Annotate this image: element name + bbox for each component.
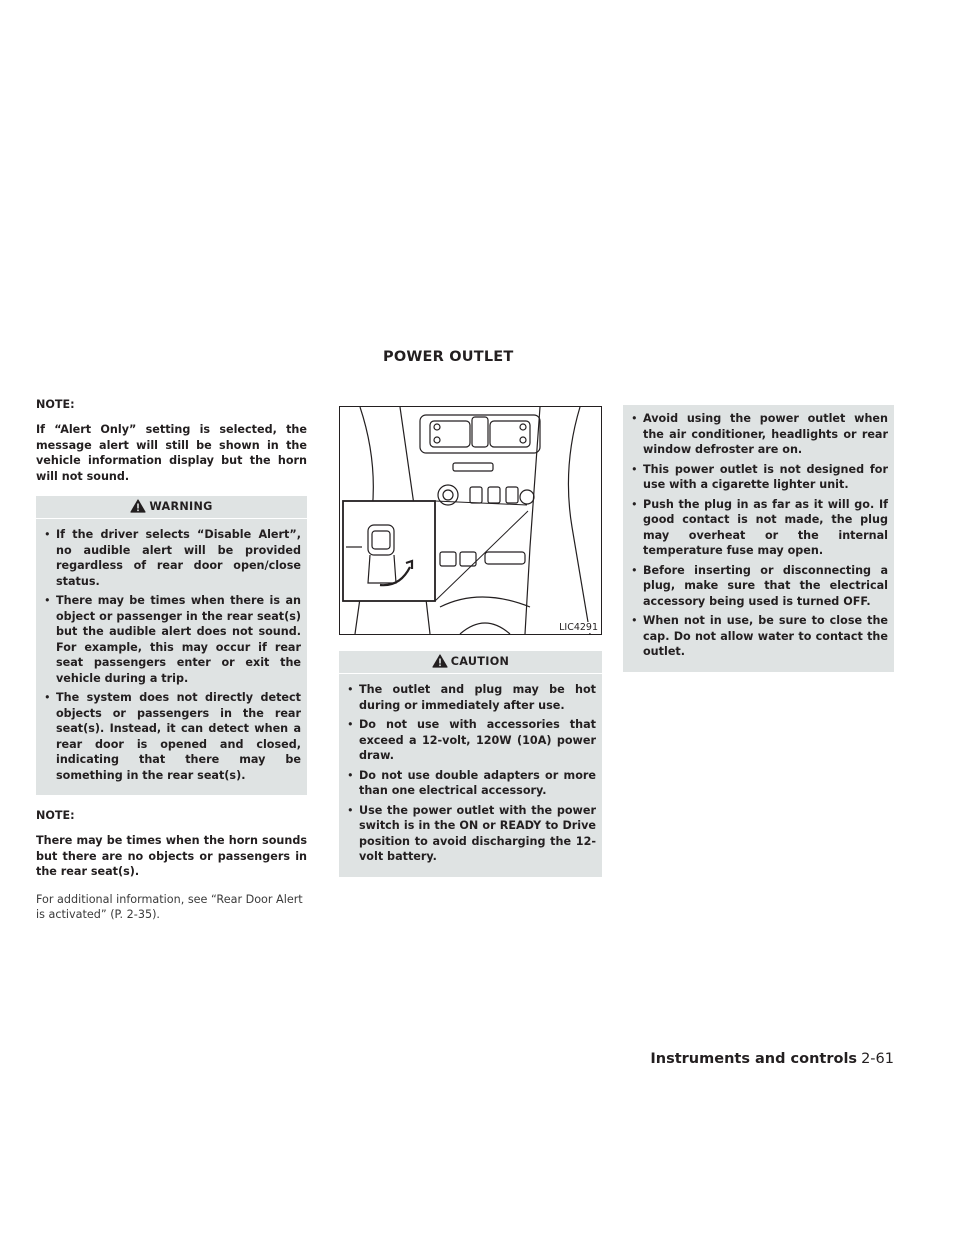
warning-triangle-icon	[130, 499, 146, 521]
caution-item: • This power outlet is not designed for use with a cigarette lighter unit.	[629, 462, 888, 493]
page-footer	[650, 1051, 894, 1067]
warning-box	[36, 496, 307, 795]
caution-item: • Before inserting or disconnecting a plug, make sure that the electrical accessory being used is turned OFF.	[629, 563, 888, 610]
figure-code: LIC4291	[559, 622, 598, 633]
caution-box	[339, 651, 602, 877]
caution-item: • Push the plug in as far as it will go. If good contact is not made, the plug may overheat or the internal temperature fuse may open.	[629, 497, 888, 559]
caution-title: CAUTION	[450, 655, 510, 668]
footer-section-title: Instruments and controls	[650, 1051, 858, 1067]
caution-item: • Do not use with accessories that exceed a 12-volt, 120W (10A) power draw.	[345, 717, 596, 764]
caution-title-bar	[339, 651, 602, 674]
column-left	[36, 398, 307, 923]
note-label: NOTE:	[36, 398, 75, 411]
caution-item: • When not in use, be sure to close the cap. Do not allow water to contact the outlet.	[629, 613, 888, 660]
caution-item: • The outlet and plug may be hot during or immediately after use.	[345, 682, 596, 713]
reference-text: For additional information, see “Rear Door Alert is activated” (P. 2-35).	[36, 892, 303, 921]
caution-item: • Do not use double adapters or more than one electrical accessory.	[345, 768, 596, 799]
warning-title: WARNING	[149, 500, 213, 513]
column-right	[623, 405, 894, 686]
column-middle	[339, 406, 602, 891]
caution-triangle-icon	[432, 654, 448, 676]
warning-item: • If the driver selects “Disable Alert”, no audible alert will be provided regardless of rear door open/close status.	[42, 527, 301, 589]
page-number: 2-61	[861, 1051, 894, 1067]
caution-item: • Avoid using the power outlet when the air conditioner, headlights or rear window defroster are on.	[629, 411, 888, 458]
caution-item: • Use the power outlet with the power switch is in the ON or READY to Drive position to avoid discharging the 12-volt battery.	[345, 803, 596, 865]
warning-title-bar	[36, 496, 307, 519]
note-text: There may be times when the horn sounds but there are no objects or passengers in the rear seat(s).	[36, 834, 307, 878]
power-outlet-illustration	[339, 406, 602, 635]
warning-item: • There may be times when there is an object or passenger in the rear seat(s) but the audible alert does not sound. For example, this may occur if rear seat passengers enter or exit the vehicle during a trip.	[42, 593, 301, 686]
note-text: If “Alert Only” setting is selected, the message alert will still be shown in the vehicle information display but the horn will not sound.	[36, 423, 307, 483]
caution-continued-box	[623, 405, 894, 672]
section-heading: POWER OUTLET	[383, 349, 514, 365]
warning-item: • The system does not directly detect objects or passengers in the rear seat(s). Instead, it can detect when a rear door is opened and closed, indicating that there may be something in the rear seat(s).	[42, 690, 301, 783]
note-label: NOTE:	[36, 809, 75, 822]
